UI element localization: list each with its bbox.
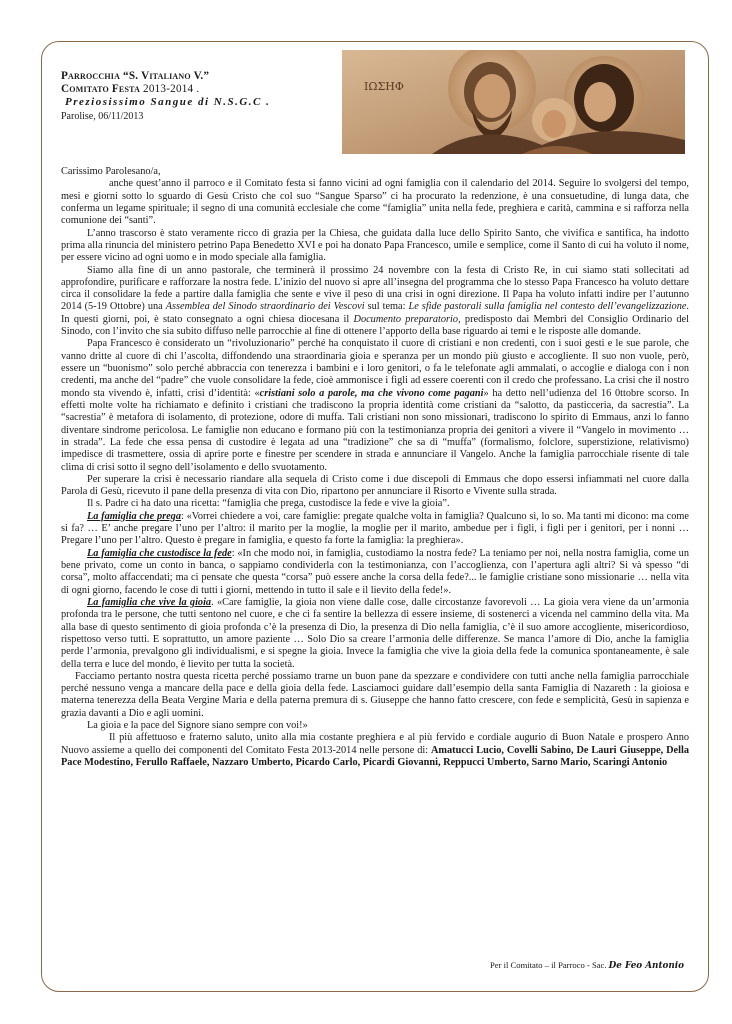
holy-family-icon bbox=[342, 50, 685, 154]
paragraph-6: Il s. Padre ci ha dato una ricetta: “famiglia che prega, custodisce la fede e vive la gioia”. bbox=[87, 498, 450, 510]
committee-name: Comitato Festa 2013-2014 . bbox=[61, 83, 200, 95]
icon-inscription: ΙΩΣΗΦ bbox=[364, 80, 404, 93]
paragraph-faith: La famiglia che custodisce la fede: «In che modo noi, in famiglia, custodiamo la nostra fede? La teniamo per noi, nella nostra famiglia, come un bene privato, come un conto in banca, o sappiamo condividerla con la testimonianza, con l’accoglienza, con l’apertura agli altri? Si và spesso “di corsa”, molto affaccendati; ma ci pensate che questa “corsa” può essere anche la corsa della fede?... le famiglie cristiane sono missionarie … nella vita di ogni giorno, facendo le cose di tutti i giorni, mettendo in tutto il sale e il lievito della fede!». bbox=[61, 547, 689, 596]
paragraph-3: Siamo alla fine di un anno pastorale, che terminerà il prossimo 24 novembre con la festa di Cristo Re, in cui siamo stati sollecitati ad approfondire, purificare e rafforzare la nostra fede. L’inizio del nuovo si apre all’insegna del programma che lo stesso Papa Francesco ha voluto dettare circa il consolidare la fede a partire dalla famiglia che sente e vive il peso di una crisi in ogni direzione. Il Papa ha voluto infatti indire per l’autunno 2014 (5-19 Ottobre) una Assemblea del Sinodo straordinario dei Vescovi sul tema: Le sfide pastorali sulla famiglia nel contesto dell’evangelizzazione. In questi giorni, poi, è stato consegnato a ogni chiesa diocesana il Documento preparatorio, predisposto dai Membri del Consiglio Ordinario del Sinodo, con l’invito che sia subito diffuso nelle parrocchie al fine di ottenere l’apporto della base riguardo ai temi e le risposte alle domande. bbox=[61, 264, 689, 338]
salutation: Carissimo Parolesano/a, bbox=[61, 166, 161, 177]
letterhead bbox=[61, 70, 331, 123]
dedication: Preziosissimo Sangue di N.S.G.C . bbox=[65, 96, 271, 108]
committee-members: Amatucci Lucio, Covelli Sabino, De Lauri Giuseppe, Della Pace Modestino, Ferullo Raffaele, Nazzaro Umberto, Picardo Carlo, Picardi Giovanni, Reppucci Umberto, Sarno Mario, Scaringi Antonio bbox=[61, 744, 689, 768]
parish-name: Parrocchia “S. Vitaliano V.” bbox=[61, 70, 210, 82]
paragraph-10: Facciamo pertanto nostra questa ricetta perché possiamo trarne un buon pane da spezzare e condividere con tutti anche nella famiglia parrocchiale perché nessuno venga a mancare della pace e della gioia della fede. Lasciamoci guidare dall’esempio della santa Famiglia di Nazareth : la gioiosa e materna tenerezza della Beata Vergine Maria e della paterna premura di s. Giuseppe che hanno fatto crescere, con fede e semplicità, Gesù in sapienza e grazia davanti a Dio e agli uomini. bbox=[61, 670, 689, 719]
paragraph-1: anche quest’anno il parroco e il Comitato festa si fanno vicini ad ogni famiglia con il calendario del 2014. Seguire lo svolgersi del tempo, mesi e giorni sotto lo sguardo di Gesù Cristo che col suo “Sangue Sparso” ci ha procurato la redenzione, è una consuetudine, di lunga data, che conferma un legame spirituale; il segno di una comunità ecclesiale che come “famiglia” unita nella fede, preghiera e carità, cammina e si rafforza nella comunione dei “santi”. bbox=[61, 178, 689, 227]
paragraph-4: Papa Francesco è considerato un “rivoluzionario” perché ha conquistato il cuore di cristiani e non credenti, con i suoi gesti e le sue parole, che vanno dritte al cuore di chi l’ascolta, diffondendo una straordinaria gioia e speranza per un mondo più giusto e accogliente. Il suo non vuole, però, essere un “buonismo” solo perché abbraccia con tenerezza i bambini e i loro genitori, o fa le telefonate agli ammalati, o accoglie e dialoga con i non credenti, ma anche del “padre” che vuole consolidare la fede, cioè ammonisce i figli ad essere coerenti con il credo che professano. La crisi che il nostro mondo sta vivendo è, infatti, crisi d’identità: «cristiani solo a parole, ma che vivono come pagani» ha detto nell’udienza del 16 0ttobre scorso. In effetti molte volte ha richiamato e definito i cristiani che tradiscono la propria identità come cristiani da “salotto, da pasticceria, da sacrestia”. La “sacrestia” è metafora di isolamento, di protezione, odore di muffa. Tali cristiani non sono missionari, tradiscono lo spirito di Emmaus, anzi lo fanno diventare sindrome pericolosa. Le famiglie non educano e formano più con la testimonianza propria dei genitori a vivere il “Vangelo in movimento … in strada”. La fede che essa pensa di custodire è legata ad una “tradizione” che sa di “muffa” (formalismo, folclore, superstizione, relativismo) impedisce di trasmettere, ossia di aprire porte e finestre per scendere in strada e annunciare il Vangelo. Anche la famiglia parrocchiale risente di tale clima di crisi sotto il segno dell’isolamento e dello svuotamento. bbox=[61, 338, 689, 473]
letter-body bbox=[61, 166, 689, 769]
signature-line: Per il Comitato – il Parroco - Sac. De Feo Antonio bbox=[490, 960, 684, 971]
paragraph-2: L’anno trascorso è stato veramente ricco di grazia per la Chiesa, che guidata dalla luce dello Spirito Santo, che vivifica e santifica, ha indotto prima alla rinuncia del ministero petrino Papa Benedetto XVI e poi ha donato Papa Francesco, umile e semplice, come il Santo di cui ha voluto il nome, per essere vicino ad ogni uomo e in modo speciale alla famiglia. bbox=[61, 227, 689, 264]
paragraph-5: Per superare la crisi è necessario riandare alla sequela di Cristo come i due discepoli di Emmaus che dopo essersi infiammati nel cuore dalla Parola di Gesù, ricevuto il pane della presenza di vita con Dio, ripartono per annunciare il Risorto e Vivente sulla strada. bbox=[61, 473, 689, 498]
paragraph-joy: La famiglia che vive la gioia. «Care famiglie, la gioia non viene dalle cose, dalle circostanze favorevoli … La gioia vera viene da un’armonia profonda tra le persone, che tutti sentono nel cuore, e che ci fa sentire la bellezza di essere insieme, di sostenerci a vicenda nel cammino della vita. Ma alla base di questo sentimento di gioia profonda c’è la presenza di Dio, la presenza di Dio nella famiglia, c’è il suo amore accogliente, misericordioso, rispettoso verso tutti. E soprattutto, un amore paziente … Solo Dio sa creare l’armonia delle differenze. Se manca l’amore di Dio, anche la famiglia perde l’armonia, prevalgono gli individualismi, e si spegne la gioia. Invece la famiglia che vive la gioia della fede la comunica spontaneamente, è sale della terra e luce del mondo, è lievito per tutta la società. bbox=[61, 596, 689, 670]
holy-family-icon-image bbox=[342, 50, 685, 154]
paragraph-12: Il più affettuoso e fraterno saluto, unito alla mia costante preghiera e al più fervido e cordiale augurio di Buon Natale e prospero Anno Nuovo assieme a quello dei componenti del Comitato Festa 2013-2014 nelle persone di: Amatucci Lucio, Covelli Sabino, De Lauri Giuseppe, Della Pace Modestino, Ferullo Raffaele, Nazzaro Umberto, Picardo Carlo, Picardi Giovanni, Reppucci Umberto, Sarno Mario, Scaringi Antonio bbox=[61, 732, 689, 768]
paragraph-11: La gioia e la pace del Signore siano sempre con voi!» bbox=[87, 720, 308, 732]
paragraph-prayer: La famiglia che prega: «Vorrei chiedere a voi, care famiglie: pregate qualche volta in famiglia? Qualcuno sì, lo so. Ma tanti mi dicono: ma come si fa? … E’ anche pregare l’uno per l’altro: il marito per la moglie, la moglie per il marito, ambedue per i figli, i figli per i genitori, per i nonni … Pregare l’uno per l’altro. Questo è pregare in famiglia, e questo fa forte la famiglia: la preghiera». bbox=[61, 510, 689, 547]
priest-signature: De Feo Antonio bbox=[608, 961, 684, 971]
date-line: Parolise, 06/11/2013 bbox=[61, 111, 144, 122]
